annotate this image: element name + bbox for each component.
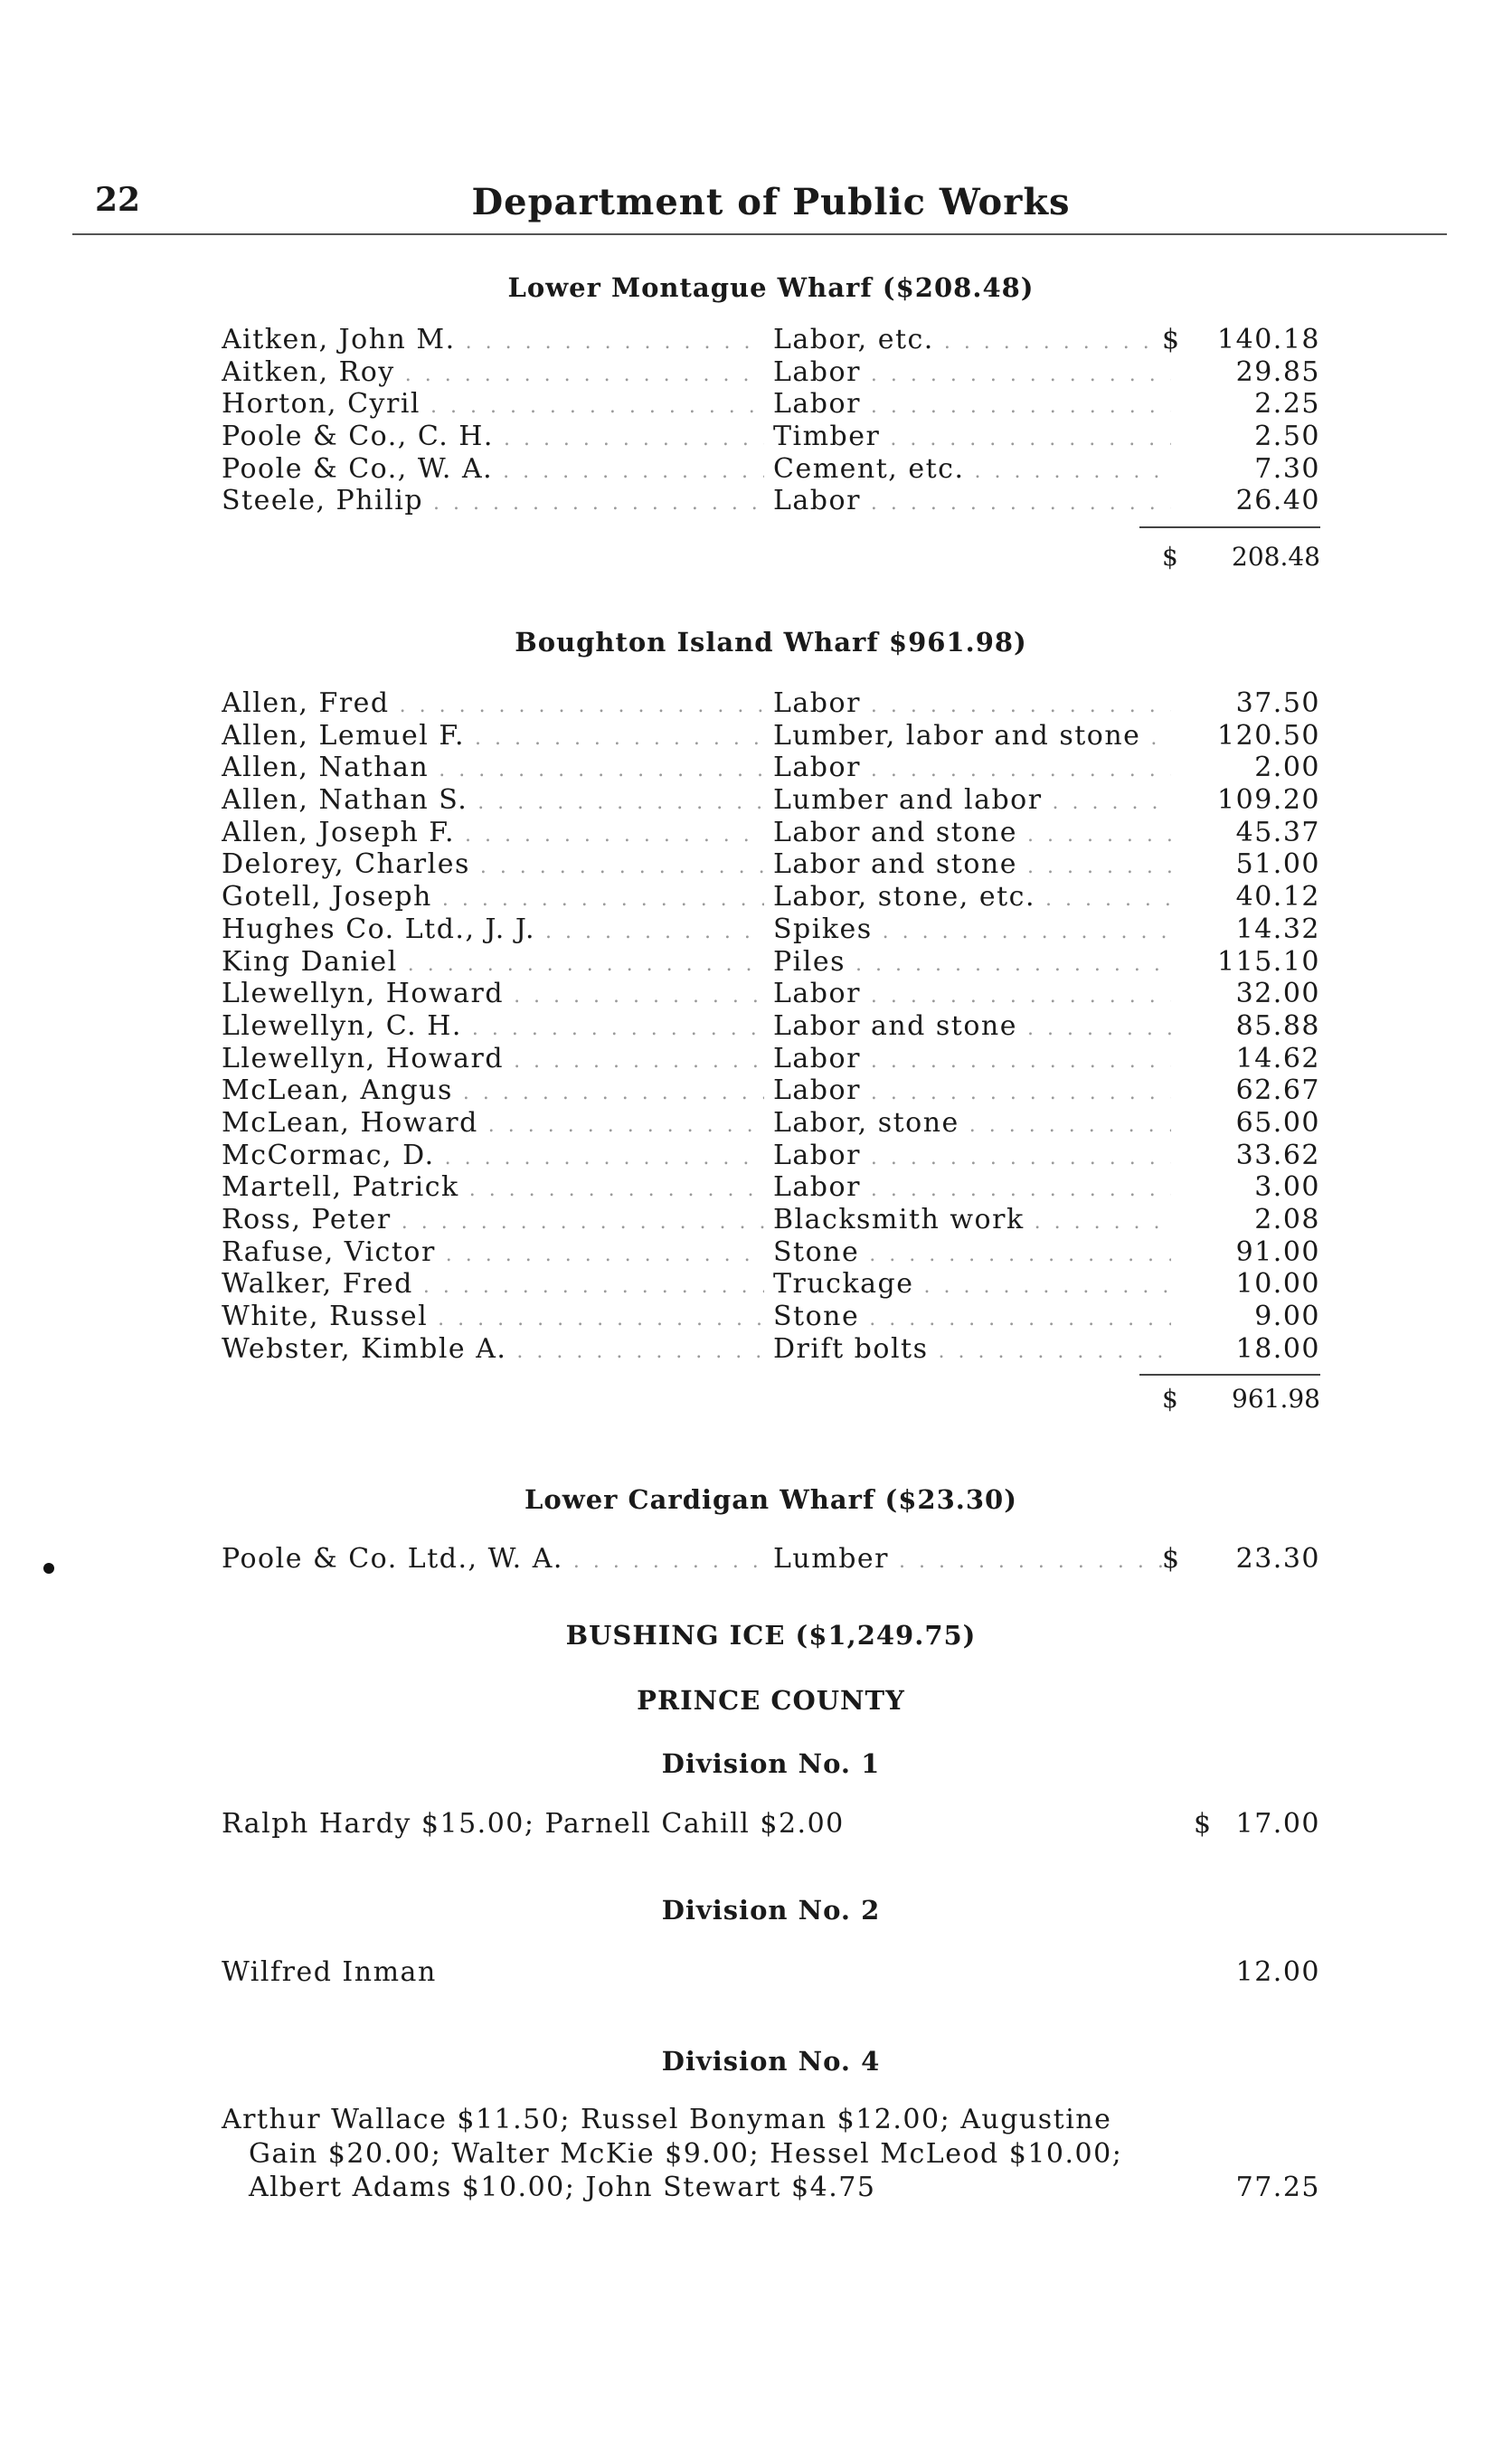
total-amount: 961.98	[1232, 1384, 1320, 1415]
payee-name: Webster, Kimble A. . . .	[222, 1333, 764, 1368]
margin-dot	[43, 1563, 54, 1574]
payee-name: Gotell, Joseph . . .	[222, 881, 764, 916]
ledger-row	[222, 913, 1320, 946]
ledger-row	[222, 1268, 1320, 1301]
item-amount: 85.88	[1235, 1009, 1320, 1042]
item-amount: 14.32	[1235, 913, 1320, 945]
payee-name: McLean, Howard . . .	[222, 1107, 764, 1142]
item-description: Blacksmith work . . .	[773, 1204, 1171, 1239]
payee-name: Allen, Nathan S. . . .	[222, 784, 764, 819]
county-title: PRINCE COUNTY	[637, 1685, 905, 1716]
item-description: Labor . . .	[773, 687, 1171, 723]
payee-name: Ross, Peter . . .	[222, 1204, 764, 1239]
ledger-row	[222, 720, 1320, 752]
item-amount: 65.00	[1235, 1106, 1320, 1139]
division-line: Albert Adams $10.00; John Stewart $4.75	[249, 2172, 876, 2203]
ledger-row	[222, 848, 1320, 881]
entry-list	[222, 324, 1320, 517]
division-title: Division No. 4	[661, 2046, 881, 2077]
item-amount: 115.10	[1217, 945, 1320, 978]
payee-name: Allen, Fred . . .	[222, 687, 764, 723]
ledger-row	[222, 1171, 1320, 1204]
payee-name: Llewellyn, Howard . . .	[222, 978, 764, 1013]
section-boughton-island	[222, 626, 1320, 1417]
ledger-row	[222, 1010, 1320, 1043]
division-title: Division No. 1	[661, 1748, 881, 1779]
division-line: Arthur Wallace $11.50; Russel Bonyman $12.00; Augustine	[222, 2104, 1112, 2135]
item-description: Labor and stone . . .	[773, 1010, 1171, 1046]
page-number: 22	[95, 181, 141, 219]
division-entry	[222, 1955, 1320, 1990]
payee-name: McCormac, D. . . .	[222, 1140, 764, 1175]
total-amount: 208.48	[1232, 542, 1320, 573]
item-description: Timber . . .	[773, 421, 1171, 456]
item-amount: 140.18	[1217, 324, 1320, 355]
item-description: Piles . . .	[773, 946, 1171, 981]
ledger-row	[222, 817, 1320, 849]
ledger-row	[222, 1204, 1320, 1236]
ledger-row	[222, 1043, 1320, 1075]
ledger-row	[222, 1074, 1320, 1107]
item-description: Labor . . .	[773, 356, 1171, 392]
payee-name: Poole & Co. Ltd., W. A. . . .	[222, 1543, 764, 1578]
item-description: Drift bolts . . .	[773, 1333, 1171, 1368]
item-description: Labor and stone . . .	[773, 817, 1171, 852]
payee-name: Allen, Lemuel F. . . .	[222, 720, 764, 755]
ledger-row	[222, 978, 1320, 1010]
item-description: Labor . . .	[773, 1140, 1171, 1175]
payee-name: White, Russel . . .	[222, 1301, 764, 1336]
ledger-row	[222, 1236, 1320, 1269]
division-line: Wilfred Inman	[222, 1955, 437, 1988]
item-amount: 45.37	[1235, 816, 1320, 848]
item-amount: 32.00	[1235, 978, 1320, 1010]
item-amount: 40.12	[1235, 881, 1320, 913]
payee-name: Allen, Joseph F. . . .	[222, 817, 764, 852]
entry-list	[222, 687, 1320, 1365]
division-line: Gain $20.00; Walter McKie $9.00; Hessel McLeod $10.00;	[249, 2137, 1123, 2170]
payee-name: Aitken, Roy . . .	[222, 356, 764, 392]
item-description: Labor . . .	[773, 1171, 1171, 1207]
item-description: Labor . . .	[773, 485, 1171, 520]
item-amount: 91.00	[1235, 1235, 1320, 1268]
ledger-row	[222, 388, 1320, 421]
item-amount: 2.00	[1254, 752, 1320, 784]
section-total	[222, 539, 1320, 575]
item-description: Lumber . . .	[773, 1543, 1171, 1578]
division-amount: 12.00	[1235, 1955, 1320, 1988]
ledger-row	[222, 1333, 1320, 1366]
item-amount: 2.50	[1254, 421, 1320, 453]
item-amount: 26.40	[1235, 485, 1320, 517]
item-description: Labor, stone, etc. . . .	[773, 881, 1171, 916]
ledger-row	[222, 1543, 1320, 1576]
item-description: Labor . . .	[773, 978, 1171, 1013]
item-amount: 29.85	[1235, 355, 1320, 388]
item-amount: 9.00	[1254, 1301, 1320, 1333]
header-rule	[72, 233, 1447, 235]
item-amount: 14.62	[1235, 1042, 1320, 1074]
ledger-row	[222, 946, 1320, 979]
payee-name: Poole & Co., W. A. . . .	[222, 453, 764, 488]
total-dollar-sign: $	[1162, 542, 1178, 573]
payee-name: Martell, Patrick . . .	[222, 1171, 764, 1207]
payee-name: Aitken, John M. . . .	[222, 324, 764, 359]
ledger-row	[222, 324, 1320, 356]
ledger-row	[222, 485, 1320, 517]
item-description: Labor . . .	[773, 388, 1171, 423]
ledger-row	[222, 687, 1320, 720]
payee-name: Delorey, Charles . . .	[222, 848, 764, 884]
item-amount: 2.25	[1254, 388, 1320, 421]
sum-rule	[222, 1370, 1320, 1379]
division-dollar-sign: $	[1194, 1808, 1213, 1840]
item-description: Spikes . . .	[773, 913, 1171, 949]
section-title: Boughton Island Wharf $961.98)	[515, 627, 1027, 658]
dollar-sign: $	[1162, 1543, 1181, 1575]
item-description: Labor . . .	[773, 1043, 1171, 1078]
item-description: Stone . . .	[773, 1236, 1171, 1272]
total-dollar-sign: $	[1162, 1384, 1178, 1415]
payee-name: Llewellyn, C. H. . . .	[222, 1010, 764, 1046]
ledger-row	[222, 356, 1320, 389]
payee-name: Allen, Nathan . . .	[222, 752, 764, 787]
division-entry	[222, 1807, 1320, 1841]
ledger-row	[222, 1107, 1320, 1140]
item-description: Labor . . .	[773, 1074, 1171, 1110]
item-amount: 2.08	[1254, 1204, 1320, 1235]
division-amount: 77.25	[1235, 2172, 1320, 2203]
page-header	[95, 181, 1447, 232]
item-amount: 7.30	[1254, 452, 1320, 485]
payee-name: Horton, Cyril . . .	[222, 388, 764, 423]
payee-name: Llewellyn, Howard . . .	[222, 1043, 764, 1078]
ledger-row	[222, 1140, 1320, 1172]
item-description: Labor, etc. . . .	[773, 324, 1171, 359]
payee-name: Hughes Co. Ltd., J. J. . . .	[222, 913, 764, 949]
item-amount: 62.67	[1235, 1074, 1320, 1107]
item-description: Labor and stone . . .	[773, 848, 1171, 884]
sum-rule	[222, 523, 1320, 532]
running-title: Department of Public Works	[471, 181, 1071, 223]
section-total	[222, 1381, 1320, 1417]
dollar-sign: $	[1162, 324, 1181, 355]
item-amount: 23.30	[1235, 1543, 1320, 1575]
section-bushing-ice	[222, 1619, 1320, 2205]
item-description: Lumber and labor . . .	[773, 784, 1171, 819]
section-lower-cardigan	[222, 1483, 1320, 1576]
item-description: Labor . . .	[773, 752, 1171, 787]
item-description: Truckage . . .	[773, 1268, 1171, 1303]
payee-name: Steele, Philip . . .	[222, 485, 764, 520]
payee-name: Poole & Co., C. H. . . .	[222, 421, 764, 456]
division-entry	[222, 2103, 1320, 2205]
item-amount: 51.00	[1235, 848, 1320, 881]
item-amount: 3.00	[1254, 1171, 1320, 1204]
item-amount: 18.00	[1235, 1332, 1320, 1365]
section-lower-montague	[222, 271, 1320, 575]
ledger-row	[222, 784, 1320, 817]
bushing-title: BUSHING ICE ($1,249.75)	[565, 1620, 977, 1651]
section-title: Lower Montague Wharf ($208.48)	[507, 272, 1035, 303]
item-amount: 37.50	[1235, 687, 1320, 719]
payee-name: McLean, Angus . . .	[222, 1074, 764, 1110]
entry-list	[222, 1543, 1320, 1576]
item-amount: 120.50	[1217, 719, 1320, 752]
payee-name: King Daniel . . .	[222, 946, 764, 981]
ledger-row	[222, 752, 1320, 784]
ledger-row	[222, 453, 1320, 486]
payee-name: Rafuse, Victor . . .	[222, 1236, 764, 1272]
ledger-row	[222, 421, 1320, 453]
item-description: Labor, stone . . .	[773, 1107, 1171, 1142]
division-line: Ralph Hardy $15.00; Parnell Cahill $2.00	[222, 1808, 845, 1840]
item-description: Lumber, labor and stone . . .	[773, 720, 1171, 755]
ledger-row	[222, 881, 1320, 913]
item-description: Stone . . .	[773, 1301, 1171, 1336]
division-title: Division No. 2	[661, 1894, 881, 1926]
item-amount: 109.20	[1217, 784, 1320, 817]
ledger-row	[222, 1301, 1320, 1333]
section-title: Lower Cardigan Wharf ($23.30)	[524, 1484, 1017, 1515]
item-amount: 33.62	[1235, 1139, 1320, 1171]
item-description: Cement, etc. . . .	[773, 453, 1171, 488]
payee-name: Walker, Fred . . .	[222, 1268, 764, 1303]
division-amount: 17.00	[1235, 1808, 1320, 1840]
item-amount: 10.00	[1235, 1268, 1320, 1301]
